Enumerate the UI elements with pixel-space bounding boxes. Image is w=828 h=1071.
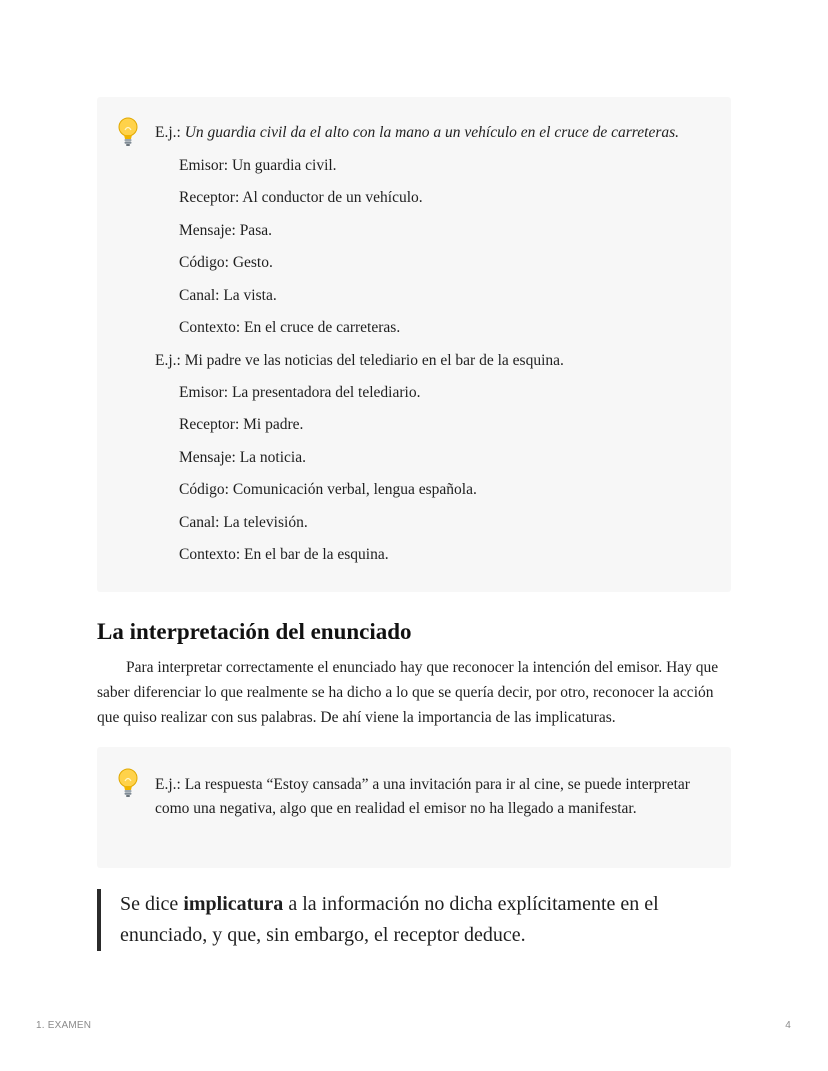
lightbulb-icon xyxy=(116,768,140,798)
example-2-receptor: Receptor: Mi padre. xyxy=(179,416,304,433)
example-1-canal: Canal: La vista. xyxy=(179,287,277,304)
example-callout-communication xyxy=(97,97,731,592)
quote-after: a la información no dicha explícitamente en el enunciado, y que, sin embargo, el receptor deduce. xyxy=(120,893,659,946)
footer-page-number: 4 xyxy=(785,1020,791,1031)
example-2-mensaje: Mensaje: La noticia. xyxy=(179,449,306,466)
lightbulb-icon xyxy=(116,117,140,147)
example-3-text: E.j.: La respuesta “Estoy cansada” a una invitación para ir al cine, se puede interpretar como una negativa, algo que en realidad el emisor no ha llegado a manifestar. xyxy=(155,776,690,817)
example-2-emisor: Emisor: La presentadora del telediario. xyxy=(179,384,421,401)
example-2-canal: Canal: La televisión. xyxy=(179,514,308,531)
definition-quote xyxy=(97,889,737,951)
example-2-line: E.j.: Mi padre ve las noticias del telediario en el bar de la esquina. xyxy=(155,352,564,369)
example-1-receptor: Receptor: Al conductor de un vehículo. xyxy=(179,189,423,206)
section-heading: La interpretación del enunciado xyxy=(97,619,412,644)
example-1-contexto: Contexto: En el cruce de carreteras. xyxy=(179,319,401,336)
quote-bold-term: implicatura xyxy=(183,893,284,915)
example-1-sentence: Un guardia civil da el alto con la mano a un vehículo en el cruce de carreteras. xyxy=(184,124,680,141)
section-paragraph: Para interpretar correctamente el enunciado hay que reconocer la intención del emisor. Hay que saber diferenciar lo que realmente se ha dicho a lo que se quería decir, por otro, reconocer la acción que quiso realizar con sus palabras. De ahí viene la importancia de las implicaturas. xyxy=(97,659,719,726)
example-2-contexto: Contexto: En el bar de la esquina. xyxy=(179,546,389,563)
quote-before: Se dice xyxy=(120,893,184,915)
example-1-codigo: Código: Gesto. xyxy=(179,254,273,271)
example-1-emisor: Emisor: Un guardia civil. xyxy=(179,157,337,174)
example-1-mensaje: Mensaje: Pasa. xyxy=(179,222,272,239)
example-2-codigo: Código: Comunicación verbal, lengua española. xyxy=(179,481,477,498)
example-1-line xyxy=(155,123,679,143)
example-1-prefix: E.j.: xyxy=(155,124,185,141)
example-callout-implicature xyxy=(97,747,731,868)
footer-section-label: 1. EXAMEN xyxy=(36,1020,92,1031)
